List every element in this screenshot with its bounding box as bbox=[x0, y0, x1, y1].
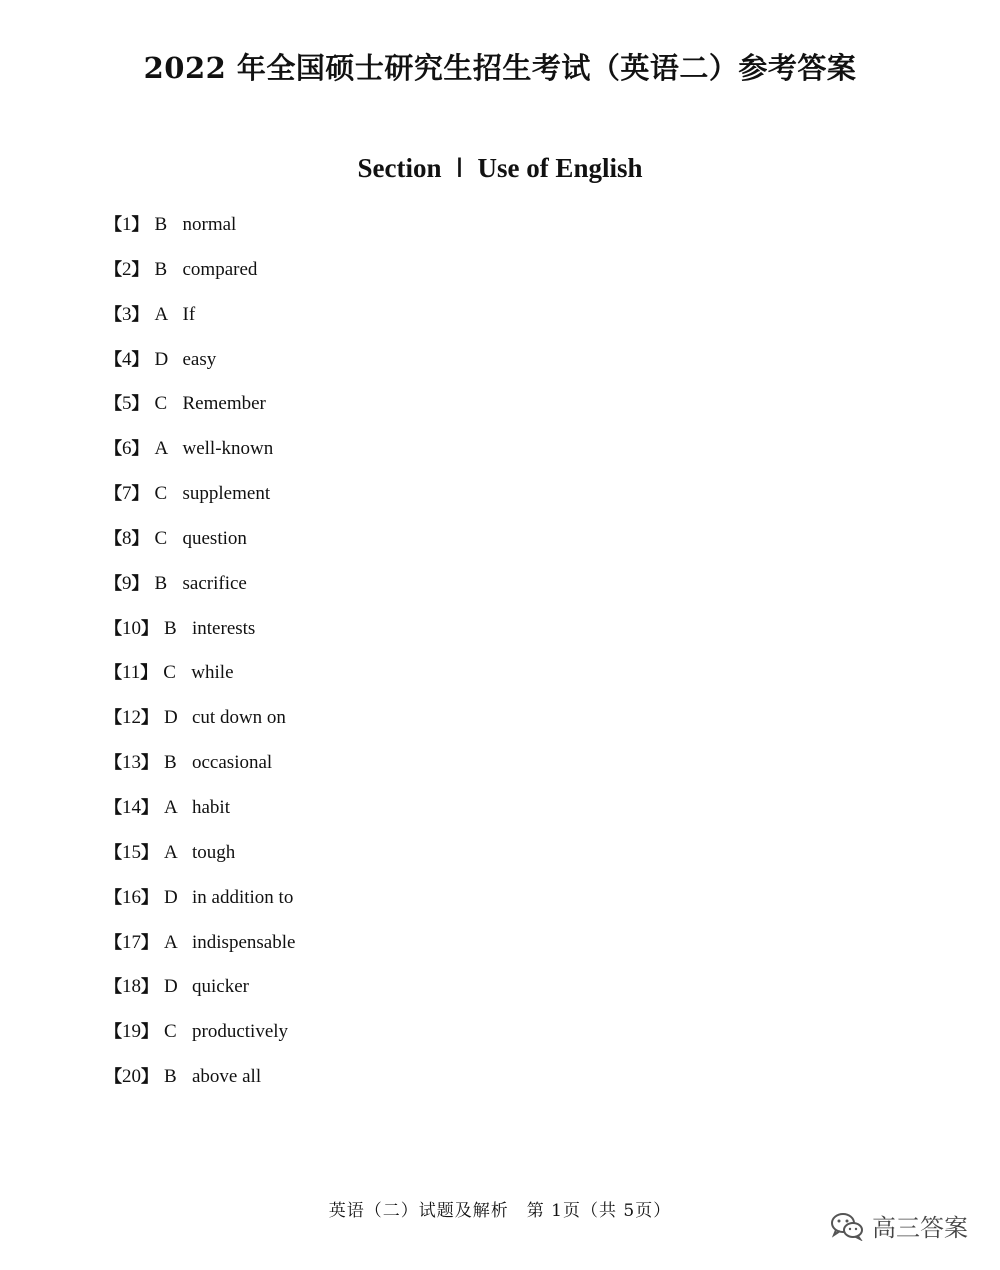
answer-row bbox=[105, 700, 295, 745]
answer-letter: C bbox=[164, 1021, 177, 1043]
answer-row bbox=[105, 297, 295, 342]
answer-row bbox=[105, 342, 295, 387]
answer-row bbox=[105, 476, 295, 521]
answer-row bbox=[105, 1059, 295, 1104]
answer-row bbox=[105, 969, 295, 1014]
answer-letter: C bbox=[154, 393, 168, 415]
question-number: 【8】 bbox=[105, 527, 149, 549]
answer-word: in addition to bbox=[192, 886, 294, 908]
question-number: 【10】 bbox=[105, 617, 158, 639]
question-number: 【19】 bbox=[105, 1021, 158, 1043]
answer-row bbox=[105, 790, 295, 835]
answer-word: supplement bbox=[182, 483, 271, 505]
question-number: 【5】 bbox=[105, 393, 149, 415]
answer-letter: A bbox=[154, 438, 169, 460]
watermark-text: 高三答案 bbox=[872, 1214, 968, 1242]
answer-letter: A bbox=[164, 931, 178, 953]
question-number: 【12】 bbox=[105, 707, 158, 729]
answer-row bbox=[105, 611, 295, 656]
section-numeral: Ⅰ bbox=[455, 153, 464, 183]
answer-letter: D bbox=[164, 976, 178, 998]
section-heading bbox=[0, 153, 1000, 184]
answer-row bbox=[105, 925, 295, 970]
answer-letter: C bbox=[154, 527, 168, 549]
question-number: 【15】 bbox=[105, 841, 158, 863]
section-name: Use of English bbox=[477, 153, 643, 183]
question-number: 【17】 bbox=[105, 931, 158, 953]
question-number: 【13】 bbox=[105, 752, 158, 774]
answer-letter: A bbox=[154, 303, 169, 325]
watermark bbox=[830, 1208, 968, 1243]
answer-list bbox=[105, 207, 295, 1104]
answer-letter: D bbox=[164, 886, 178, 908]
answer-word: Remember bbox=[182, 393, 266, 415]
answer-row bbox=[105, 386, 295, 431]
answer-word: compared bbox=[182, 258, 258, 280]
answer-letter: B bbox=[164, 617, 177, 639]
question-number: 【16】 bbox=[105, 886, 158, 908]
answer-row bbox=[105, 207, 295, 252]
answer-word: quicker bbox=[192, 976, 249, 998]
answer-word: occasional bbox=[192, 752, 273, 774]
answer-letter: A bbox=[164, 796, 178, 818]
answer-word: interests bbox=[192, 617, 256, 639]
answer-row bbox=[105, 835, 295, 880]
document-title: 2022 年全国硕士研究生招生考试（英语二）参考答案 bbox=[143, 51, 857, 85]
question-number: 【11】 bbox=[105, 662, 158, 684]
answer-row bbox=[105, 521, 295, 566]
answer-letter: B bbox=[164, 752, 177, 774]
answer-word: If bbox=[182, 303, 196, 325]
answer-letter: B bbox=[154, 214, 168, 235]
answer-letter: B bbox=[154, 258, 168, 280]
answer-row bbox=[105, 252, 295, 297]
answer-word: productively bbox=[192, 1021, 289, 1043]
answer-word: indispensable bbox=[192, 931, 296, 953]
question-number: 【6】 bbox=[105, 438, 149, 460]
answer-letter: B bbox=[164, 1066, 177, 1088]
page-footer: 英语（二）试题及解析 第 1页（共 5页） bbox=[328, 1201, 672, 1221]
answer-word: habit bbox=[192, 796, 230, 818]
answer-word: above all bbox=[192, 1066, 262, 1088]
question-number: 【3】 bbox=[105, 303, 149, 325]
question-number: 【14】 bbox=[105, 796, 158, 818]
answer-word: easy bbox=[182, 348, 217, 370]
answer-word: sacrifice bbox=[182, 572, 247, 594]
question-number: 【1】 bbox=[105, 214, 149, 235]
answer-word: question bbox=[182, 527, 247, 549]
answer-letter: C bbox=[154, 483, 168, 505]
answer-letter: B bbox=[154, 572, 168, 594]
question-number: 【2】 bbox=[105, 258, 149, 280]
answer-letter: D bbox=[154, 348, 169, 370]
answer-word: tough bbox=[192, 841, 236, 863]
answer-word: while bbox=[191, 662, 234, 684]
answer-word: well-known bbox=[182, 438, 274, 460]
answer-word: cut down on bbox=[192, 707, 286, 729]
wechat-icon bbox=[830, 1211, 864, 1241]
question-number: 【9】 bbox=[105, 572, 149, 594]
answer-row bbox=[105, 880, 295, 925]
answer-row bbox=[105, 1014, 295, 1059]
answer-letter: A bbox=[164, 841, 178, 863]
question-number: 【7】 bbox=[105, 483, 149, 505]
section-label: Section bbox=[357, 153, 442, 183]
answer-letter: C bbox=[163, 662, 176, 684]
answer-word: normal bbox=[182, 214, 237, 235]
question-number: 【4】 bbox=[105, 348, 149, 370]
answer-row bbox=[105, 745, 295, 790]
question-number: 【18】 bbox=[105, 976, 158, 998]
answer-letter: D bbox=[164, 707, 178, 729]
answer-row bbox=[105, 566, 295, 611]
answer-row bbox=[105, 655, 295, 700]
answer-row bbox=[105, 431, 295, 476]
question-number: 【20】 bbox=[105, 1066, 158, 1088]
